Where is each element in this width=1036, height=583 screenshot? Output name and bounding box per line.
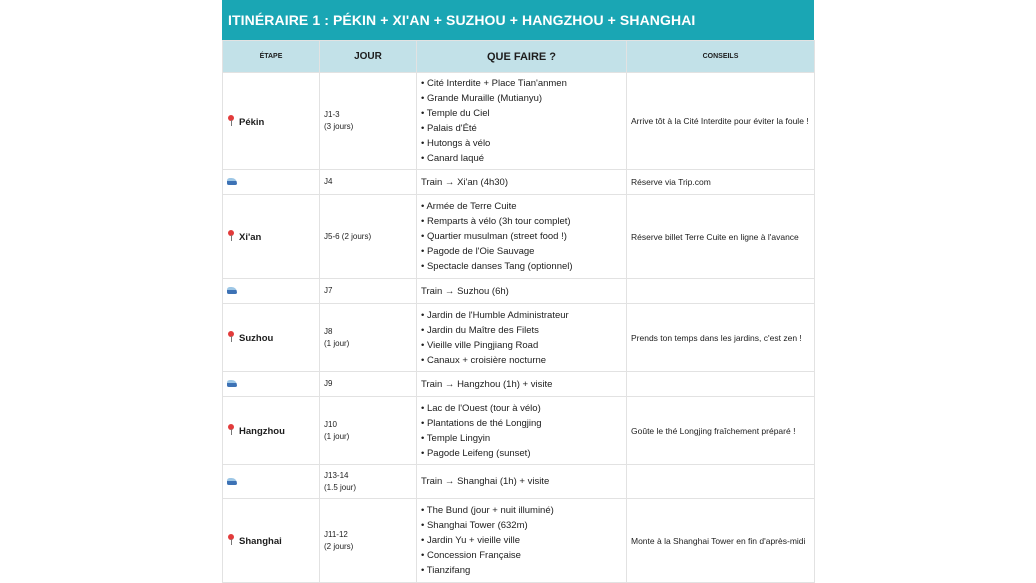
day-line: (1 jour) xyxy=(324,338,350,348)
day-cell xyxy=(320,372,417,397)
stage-cell xyxy=(223,465,320,499)
activity-item: • Vieille ville Pingjiang Road xyxy=(421,338,622,353)
day-cell xyxy=(320,279,417,304)
activities-cell xyxy=(417,499,627,583)
header-day: JOUR xyxy=(320,41,417,73)
day-line: (2 jours) xyxy=(324,541,354,551)
city-row xyxy=(223,195,815,279)
activity-item: • Jardin Yu + vieille ville xyxy=(421,533,622,548)
activity-item: • Quartier musulman (street food !) xyxy=(421,229,622,244)
tips-cell xyxy=(627,279,815,304)
activity-item: • Pagode Leifeng (sunset) xyxy=(421,446,622,461)
day-line: (1.5 jour) xyxy=(324,482,357,492)
activity-item: • Temple Lingyin xyxy=(421,431,622,446)
pin-icon xyxy=(227,230,235,241)
stage-name: Shanghai xyxy=(239,536,282,547)
tips-cell xyxy=(627,465,815,499)
header-row xyxy=(223,41,815,73)
city-row xyxy=(223,397,815,465)
tips-cell xyxy=(627,372,815,397)
tips-cell xyxy=(627,397,815,465)
day-cell xyxy=(320,170,417,195)
pin-icon xyxy=(227,534,235,545)
transit-row xyxy=(223,170,815,195)
activity-list xyxy=(421,76,622,166)
tip-text: Réserve via Trip.com xyxy=(631,177,711,187)
stage-cell xyxy=(223,170,320,195)
day-line: J9 xyxy=(324,379,333,388)
tip-text: Arrive tôt à la Cité Interdite pour éviter la foule ! xyxy=(631,116,809,126)
header-tips: CONSEILS xyxy=(627,41,815,73)
activity-item: • Pagode de l'Oie Sauvage xyxy=(421,244,622,259)
day-line: J4 xyxy=(324,177,333,186)
tip-text: Réserve billet Terre Cuite en ligne à l'avance xyxy=(631,231,799,242)
stage-name: Suzhou xyxy=(239,333,274,344)
activity-item: • Tianzifang xyxy=(421,563,622,578)
activity-item: • Spectacle danses Tang (optionnel) xyxy=(421,259,622,274)
itinerary-title: ITINÉRAIRE 1 : PÉKIN + XI'AN + SUZHOU + HANGZHOU + SHANGHAI xyxy=(222,0,814,40)
activity-item: • Armée de Terre Cuite xyxy=(421,199,622,214)
activity-item: • Jardin du Maître des Filets xyxy=(421,323,622,338)
day-line: J11-12 xyxy=(324,529,348,539)
tips-cell xyxy=(627,304,815,372)
header-what: QUE FAIRE ? xyxy=(417,41,627,73)
activity-item: • Jardin de l'Humble Administrateur xyxy=(421,308,622,323)
city-row xyxy=(223,499,815,583)
transit-row xyxy=(223,372,815,397)
activities-cell xyxy=(417,73,627,170)
header-stage: ÉTAPE xyxy=(223,41,320,73)
pin-icon xyxy=(227,424,235,435)
day-cell xyxy=(320,499,417,583)
day-cell xyxy=(320,73,417,170)
activity-item: • Shanghai Tower (632m) xyxy=(421,518,622,533)
day-line: J13-14 xyxy=(324,470,349,480)
activity-item: • Concession Française xyxy=(421,548,622,563)
train-icon xyxy=(227,380,237,387)
itinerary-table xyxy=(222,40,815,583)
activity-list xyxy=(421,199,622,274)
activity-list xyxy=(421,401,622,461)
tip-text: Monte à la Shanghai Tower en fin d'après-midi xyxy=(631,535,806,546)
tip-text: Prends ton temps dans les jardins, c'est zen ! xyxy=(631,332,802,343)
stage-cell xyxy=(223,304,320,372)
activities-cell xyxy=(417,465,627,499)
tips-cell xyxy=(627,73,815,170)
day-cell xyxy=(320,465,417,499)
activity-item: • Plantations de thé Longjing xyxy=(421,416,622,431)
activities-cell xyxy=(417,372,627,397)
stage-cell xyxy=(223,195,320,279)
city-row xyxy=(223,304,815,372)
train-icon xyxy=(227,478,237,485)
tips-cell xyxy=(627,499,815,583)
itinerary-sheet xyxy=(222,0,814,583)
stage-cell xyxy=(223,372,320,397)
stage-cell xyxy=(223,279,320,304)
activity-item: • The Bund (jour + nuit illuminé) xyxy=(421,503,622,518)
train-icon xyxy=(227,287,237,294)
activities-cell xyxy=(417,170,627,195)
stage-name: Pékin xyxy=(239,116,265,128)
activity-list xyxy=(421,503,622,578)
stage-cell xyxy=(223,397,320,465)
day-cell xyxy=(320,195,417,279)
pin-icon xyxy=(227,115,235,126)
activity-item: • Canard laqué xyxy=(421,151,622,166)
activity-item: • Hutongs à vélo xyxy=(421,136,622,151)
day-line: J7 xyxy=(324,286,333,295)
transit-row xyxy=(223,465,815,499)
day-cell xyxy=(320,304,417,372)
day-line: J1-3 xyxy=(324,110,340,119)
activity-item: • Cité Interdite + Place Tian'anmen xyxy=(421,76,622,91)
pin-icon xyxy=(227,331,235,342)
day-line: J5-6 (2 jours) xyxy=(324,231,372,241)
transit-text: Train → Hangzhou (1h) + visite xyxy=(421,378,553,390)
train-icon xyxy=(227,178,237,185)
activity-item: • Palais d'Été xyxy=(421,121,622,136)
stage-name: Hangzhou xyxy=(239,426,285,437)
transit-text: Train → Suzhou (6h) xyxy=(421,285,509,297)
day-cell xyxy=(320,397,417,465)
activity-item: • Temple du Ciel xyxy=(421,106,622,121)
activity-item: • Remparts à vélo (3h tour complet) xyxy=(421,214,622,229)
itinerary-rows xyxy=(223,73,815,583)
activity-list xyxy=(421,308,622,368)
transit-text: Train → Shanghai (1h) + visite xyxy=(421,476,550,487)
activities-cell xyxy=(417,195,627,279)
activity-item: • Lac de l'Ouest (tour à vélo) xyxy=(421,401,622,416)
stage-name: Xi'an xyxy=(239,232,262,243)
city-row xyxy=(223,73,815,170)
activity-item: • Canaux + croisière nocturne xyxy=(421,353,622,368)
tip-text: Goûte le thé Longjing fraîchement préparé ! xyxy=(631,425,796,436)
activities-cell xyxy=(417,279,627,304)
tips-cell xyxy=(627,170,815,195)
activities-cell xyxy=(417,304,627,372)
stage-cell xyxy=(223,499,320,583)
activities-cell xyxy=(417,397,627,465)
stage-cell xyxy=(223,73,320,170)
activity-item: • Grande Muraille (Mutianyu) xyxy=(421,91,622,106)
transit-text: Train → Xi'an (4h30) xyxy=(421,176,508,188)
day-line: J8 xyxy=(324,326,333,336)
day-line: J10 xyxy=(324,419,337,429)
transit-row xyxy=(223,279,815,304)
day-line: (1 jour) xyxy=(324,431,350,441)
day-line: (3 jours) xyxy=(324,122,354,131)
tips-cell xyxy=(627,195,815,279)
